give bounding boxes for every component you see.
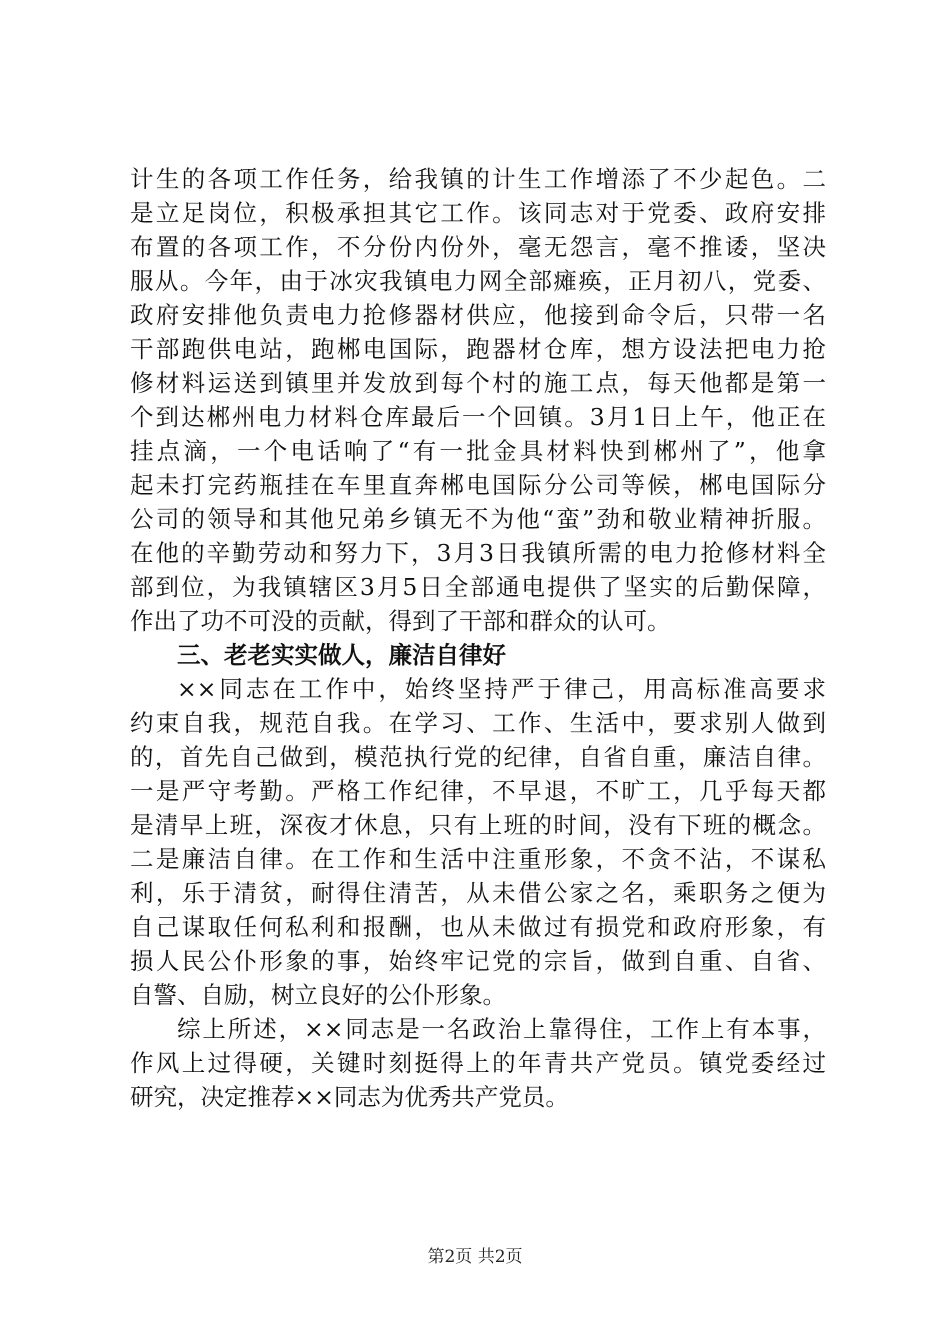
text-line: 是立足岗位，积极承担其它工作。该同志对于党委、政府安排 [130, 199, 826, 227]
text-line: 综上所述，××同志是一名政治上靠得住，工作上有本事， [177, 1015, 826, 1043]
text-line: 个到达郴州电力材料仓库最后一个回镇。3月1日上午，他正在 [130, 403, 826, 431]
text-line: 利，乐于清贫，耐得住清苦，从未借公家之名，乘职务之便为 [130, 879, 826, 907]
text-line: 一是严守考勤。严格工作纪律，不早退，不旷工，几乎每天都 [130, 777, 826, 805]
text-line: 的，首先自己做到，模范执行党的纪律，自省自重，廉洁自律。 [130, 743, 826, 771]
paragraph-summary [130, 1012, 826, 1114]
text-line: 干部跑供电站，跑郴电国际，跑器材仓库，想方设法把电力抢 [130, 335, 826, 363]
text-line: 在他的辛勤劳动和努力下，3月3日我镇所需的电力抢修材料全 [130, 539, 826, 567]
document-body [130, 162, 826, 1114]
text-line: 损人民公仆形象的事，始终牢记党的宗旨，做到自重、自省、 [130, 947, 826, 975]
text-line: 政府安排他负责电力抢修器材供应，他接到命令后，只带一名 [130, 301, 826, 329]
text-line: ××同志在工作中，始终坚持严于律己，用高标准高要求 [177, 675, 826, 703]
text-line: 挂点滴，一个电话响了“有一批金具材料快到郴州了”，他拿 [130, 437, 826, 465]
page-footer: 第2页 共2页 [427, 1247, 523, 1267]
paragraph-integrity [130, 672, 826, 1012]
text-line: 自己谋取任何私利和报酬，也从未做过有损党和政府形象，有 [130, 913, 826, 941]
text-line: 起未打完药瓶挂在车里直奔郴电国际分公司等候，郴电国际分 [130, 471, 826, 499]
text-line: 约束自我，规范自我。在学习、工作、生活中，要求别人做到 [130, 709, 826, 737]
paragraph-work-duties [130, 162, 826, 638]
text-line: 修材料运送到镇里并发放到每个村的施工点，每天他都是第一 [130, 369, 826, 397]
text-line: 作风上过得硬，关键时刻挺得上的年青共产党员。镇党委经过 [130, 1049, 826, 1077]
text-line: 公司的领导和其他兄弟乡镇无不为他“蛮”劲和敬业精神折服。 [130, 505, 826, 533]
text-line: 服从。今年，由于冰灾我镇电力网全部瘫痪，正月初八，党委、 [130, 267, 826, 295]
section-heading: 三、老老实实做人，廉洁自律好 [177, 641, 506, 669]
text-line: 自警、自励，树立良好的公仆形象。 [130, 981, 506, 1009]
text-line: 部到位，为我镇辖区3月5日全部通电提供了坚实的后勤保障， [130, 573, 826, 601]
text-line: 是清早上班，深夜才休息，只有上班的时间，没有下班的概念。 [130, 811, 826, 839]
text-line: 计生的各项工作任务，给我镇的计生工作增添了不少起色。二 [130, 165, 826, 193]
text-line: 二是廉洁自律。在工作和生活中注重形象，不贪不沾，不谋私 [130, 845, 826, 873]
text-line: 作出了功不可没的贡献，得到了干部和群众的认可。 [130, 607, 671, 635]
text-line: 布置的各项工作，不分份内份外，毫无怨言，毫不推诿，坚决 [130, 233, 826, 261]
text-line: 研究，决定推荐××同志为优秀共产党员。 [130, 1083, 569, 1111]
